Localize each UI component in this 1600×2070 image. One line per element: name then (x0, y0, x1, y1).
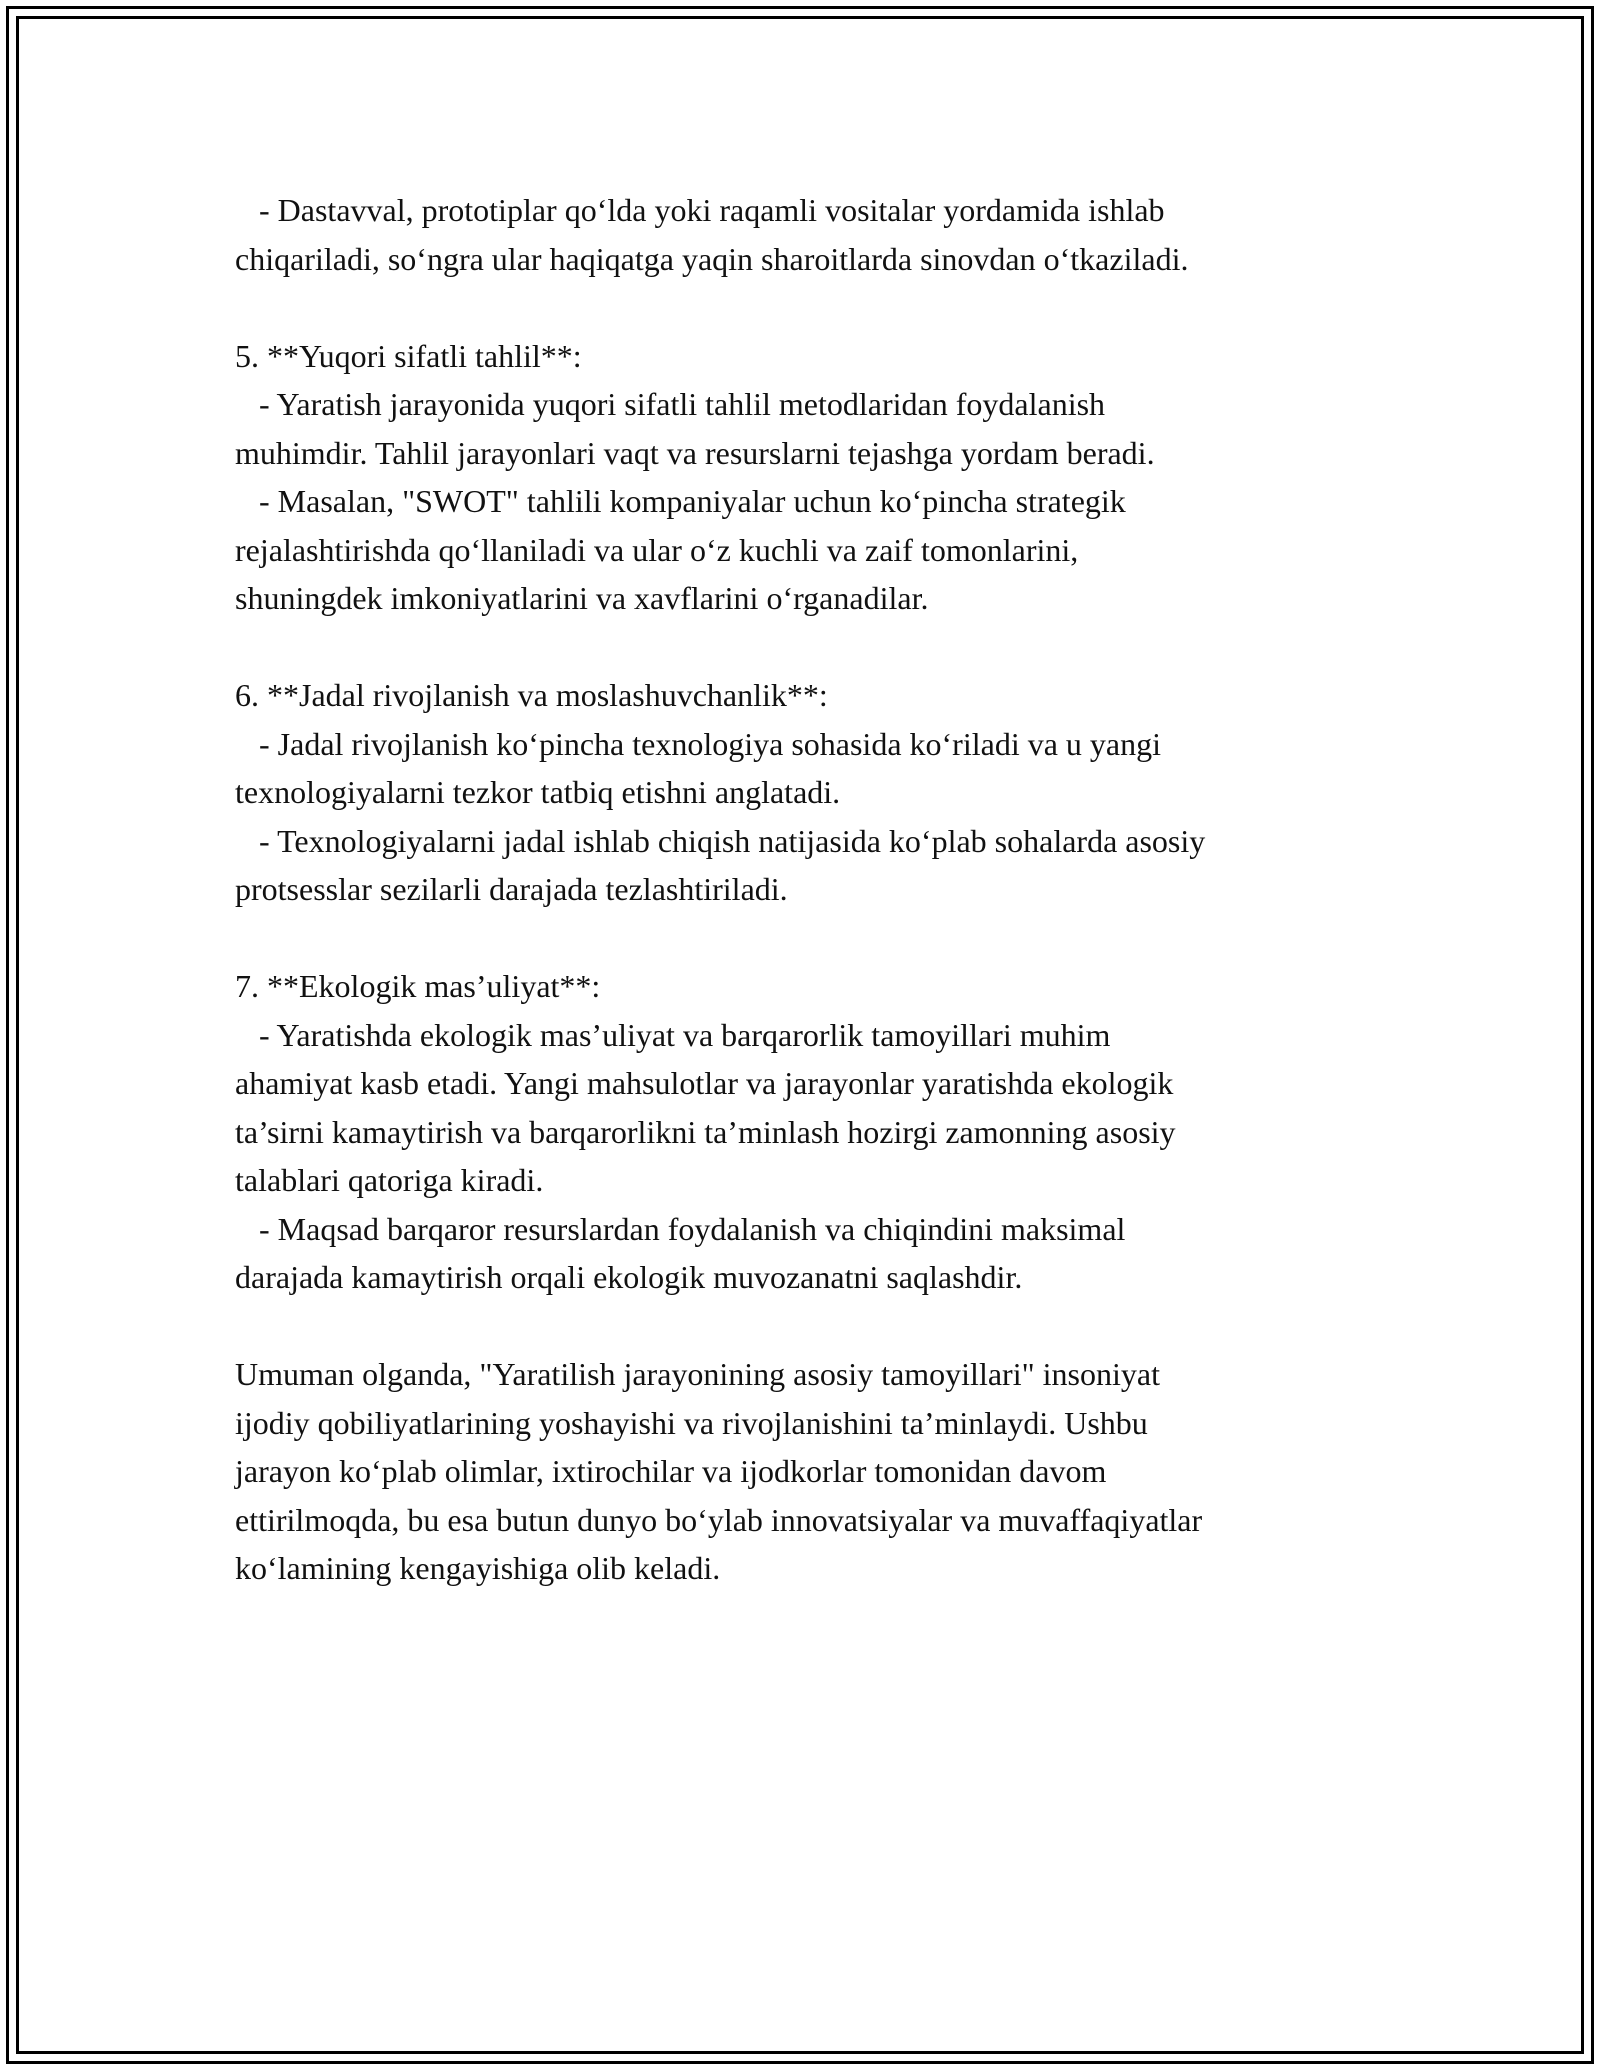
section-heading: 5. **Yuqori sifatli tahlil**: (235, 337, 582, 374)
text-line: - Masalan, "SWOT" tahlili kompaniyalar uchun ko‘pincha strategik (235, 483, 1126, 519)
text-line: chiqariladi, so‘ngra ular haqiqatga yaqin sharoitlarda sinovdan o‘tkaziladi. (235, 240, 1189, 277)
text-line: texnologiyalarni tezkor tatbiq etishni anglatadi. (235, 774, 841, 810)
document-body (235, 186, 1375, 1593)
text-line: ko‘lamining kengayishiga olib keladi. (235, 1550, 721, 1586)
text-line: talablari qatoriga kiradi. (235, 1162, 544, 1198)
paragraph-gap (235, 1302, 1375, 1351)
section-heading: 7. **Ekologik mas’uliyat**: (235, 968, 601, 1004)
text-line: darajada kamaytirish orqali ekologik muvozanatni saqlashdir. (235, 1259, 1023, 1295)
text-line: protsesslar sezilarli darajada tezlashtiriladi. (235, 871, 788, 907)
text-line: - Texnologiyalarni jadal ishlab chiqish natijasida ko‘plab sohalarda asosiy (235, 822, 1206, 859)
text-line: jarayon ko‘plab olimlar, ixtirochilar va ijodkorlar tomonidan davom (235, 1453, 1107, 1489)
text-line: - Yaratish jarayonida yuqori sifatli tahlil metodlaridan foydalanish (235, 386, 1106, 422)
text-line: muhimdir. Tahlil jarayonlari vaqt va resurslarni tejashga yordam beradi. (235, 434, 1155, 471)
text-line: ijodiy qobiliyatlarining yoshayishi va rivojlanishini ta’minlaydi. Ushbu (235, 1404, 1148, 1441)
paragraph-gap (235, 914, 1375, 963)
section-6 (235, 671, 1375, 914)
text-line: ahamiyat kasb etadi. Yangi mahsulotlar va jarayonlar yaratishda ekologik (235, 1065, 1174, 1101)
text-line: - Maqsad barqaror resurslardan foydalanish va chiqindini maksimal (235, 1210, 1126, 1247)
text-line: ettirilmoqda, bu esa butun dunyo bo‘ylab innovatsiyalar va muvaffaqiyatlar (235, 1501, 1203, 1538)
section-5 (235, 332, 1375, 623)
text-line: - Yaratishda ekologik mas’uliyat va barqarorlik tamoyillari muhim (235, 1016, 1111, 1053)
intro-paragraph (235, 186, 1375, 283)
conclusion-paragraph (235, 1350, 1375, 1593)
text-line: - Jadal rivojlanish ko‘pincha texnologiya sohasida ko‘riladi va u yangi (235, 725, 1161, 762)
section-heading: 6. **Jadal rivojlanish va moslashuvchanlik**: (235, 677, 828, 713)
text-line: Umuman olganda, "Yaratilish jarayonining asosiy tamoyillari" insoniyat (235, 1356, 1160, 1392)
paragraph-gap (235, 283, 1375, 332)
text-line: - Dastavval, prototiplar qo‘lda yoki raqamli vositalar yordamida ishlab (235, 192, 1165, 228)
text-line: shuningdek imkoniyatlarini va xavflarini o‘rganadilar. (235, 580, 929, 616)
paragraph-gap (235, 623, 1375, 672)
text-line: rejalashtirishda qo‘llaniladi va ular o‘z kuchli va zaif tomonlarini, (235, 531, 1079, 568)
section-7 (235, 962, 1375, 1302)
text-line: ta’sirni kamaytirish va barqarorlikni ta’minlash hozirgi zamonning asosiy (235, 1113, 1176, 1150)
